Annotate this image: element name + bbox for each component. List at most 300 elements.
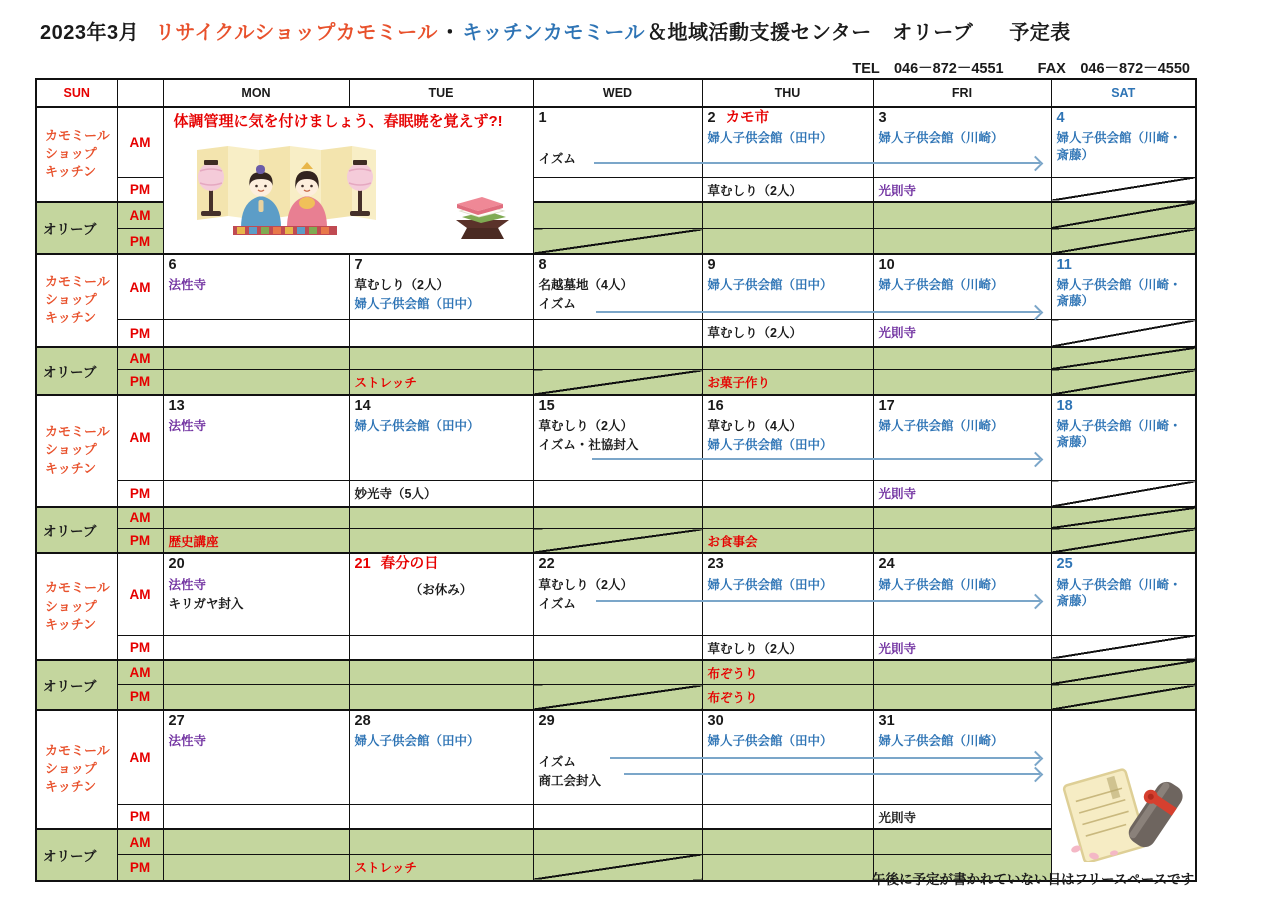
olive-am-label: AM [117,660,163,685]
shop-label-line: ショップ [45,761,97,777]
date-note: 春分の日 [380,556,439,573]
cell-tue-am [349,395,533,481]
schedule-entry: 法性寺 [168,278,207,293]
date-row [879,713,1046,730]
cell-mon-olive-pm [163,529,349,554]
date-row [169,257,344,274]
date-row [539,110,697,127]
cell-thu-am [702,254,873,320]
schedule-entry: 婦人子供会館（川崎・斎藤） [1056,577,1182,608]
date-number: 11 [1056,256,1072,273]
schedule-entry: ストレッチ [354,376,417,391]
cell-mon-am [163,553,349,635]
olive-row-label: オリーブ [36,660,117,710]
date-row [879,398,1046,415]
date-row [355,556,528,573]
olive-pm-label: PM [117,370,163,395]
date-number: 29 [538,712,555,729]
pm-label: PM [117,805,163,830]
schedule-entry: 婦人子供会館（川崎） [878,733,1004,748]
shop-label-line: キッチン [45,460,97,476]
schedule-entry: 光則寺 [878,487,917,501]
week-4-row-2 [36,635,1196,660]
schedule-entry: 法性寺 [168,733,207,748]
schedule-entry: 歴史講座 [168,535,219,549]
schedule-entry: 婦人子供会館（田中） [707,131,833,146]
cell-mon-am [163,710,349,805]
date-number: 20 [168,556,185,573]
cell-mon-olive-am [163,347,349,370]
cell-fri-am [873,107,1051,177]
span-arrow [624,773,1040,775]
date-number: 16 [707,397,724,414]
cell-thu-olive-pm [702,854,873,881]
cell-sat-am [1051,107,1196,177]
am-label: AM [117,395,163,481]
date-number: 17 [878,397,895,414]
schedule-entry: 光則寺 [878,183,917,198]
cell-fri-olive-pm [873,685,1051,710]
cell-thu-olive-pm [702,370,873,395]
shop-label-line: ショップ [45,292,97,308]
cell-wed-am [533,553,702,635]
date-number: 6 [168,256,177,273]
cell-sat-olive-pm [1051,529,1196,554]
cell-thu-olive-am [702,507,873,529]
cell-wed-pm [533,635,702,660]
cell-thu-pm [702,635,873,660]
date-number: 15 [538,397,555,414]
week-2-row-4 [36,370,1196,395]
schedule-entry: 婦人子供会館（田中） [354,297,480,312]
am-label: AM [117,710,163,805]
cell-fri-am [873,395,1051,481]
cell-thu-pm [702,320,873,347]
pm-label: PM [117,635,163,660]
header-wed: WED [533,79,702,107]
week-5-row-2 [36,805,1196,830]
schedule-entry: 婦人子供会館（川崎・斎藤） [1056,131,1182,162]
pm-label: PM [117,481,163,507]
date-number: 24 [878,556,895,573]
cell-wed-olive-pm [533,229,702,254]
header-thu: THU [702,79,873,107]
cell-wed-pm [533,320,702,347]
date-number: 2 [707,110,716,126]
date-number: 30 [707,712,724,729]
diploma-scroll-illustration [1058,757,1190,867]
week-2-row-2 [36,320,1196,347]
schedule-entry: イズム [538,152,576,167]
schedule-entry: 草むしり（2人） [707,183,802,198]
date-row [1057,110,1191,127]
shop-label-line: ショップ [45,442,97,458]
shop-label-line: カモミール [45,128,110,144]
cell-tue-olive-pm [349,529,533,554]
shop-row-label [36,107,117,202]
week-2-row-1 [36,254,1196,320]
week-4-row-1 [36,553,1196,635]
cell-sat-pm [1051,320,1196,347]
week-4-row-4 [36,685,1196,710]
date-note: カモ市 [725,110,770,126]
title-dot: ・ [439,22,461,44]
shop-label-line: キッチン [45,310,97,326]
date-number: 8 [538,256,547,273]
schedule-entry: 婦人子供会館（田中） [707,577,833,592]
week-3-row-3 [36,507,1196,529]
span-arrow [592,458,1040,460]
cell-sat-am [1051,553,1196,635]
cell-mon-am [163,254,349,320]
cell-wed-olive-am [533,202,702,229]
cell-tue-am [349,254,533,320]
cell-fri-pm [873,805,1051,830]
title-shop-recycle: リサイクルショップカモミール [155,22,438,44]
shop-label-line: カモミール [45,424,110,440]
shop-label-line: ショップ [45,146,97,162]
cell-mon-am [163,395,349,481]
cell-mon-olive-am [163,660,349,685]
cell-thu-pm [702,481,873,507]
schedule-entry: お食事会 [707,535,758,549]
schedule-entry: 婦人子供会館（川崎） [878,418,1004,433]
olive-pm-label: PM [117,529,163,554]
date-row [708,110,868,127]
cell-fri-am [873,254,1051,320]
schedule-entry: キリガヤ封入 [168,596,244,611]
cell-sat-am [1051,254,1196,320]
title-shop-kitchen: キッチンカモミール [462,22,646,44]
schedule-entry: 婦人子供会館（川崎） [878,577,1004,592]
cell-mon-olive-pm [163,370,349,395]
date-row [708,556,868,573]
week-5-row-3 [36,829,1196,854]
tel-number: TEL 046－872－4551 [852,61,1004,77]
schedule-entry: 光則寺 [878,811,917,825]
date-number: 4 [1056,110,1065,126]
schedule-entry: ストレッチ [354,860,417,875]
date-number: 9 [707,256,716,273]
cell-wed-pm [533,177,702,202]
cell-sat-olive-pm [1051,370,1196,395]
cell-tue-olive-pm [349,685,533,710]
schedule-entry: 光則寺 [878,641,917,656]
cell-thu-am [702,553,873,635]
schedule-entry: 草むしり（2人） [538,418,633,433]
span-arrow [596,600,1040,602]
shop-label-line: キッチン [45,164,97,180]
cell-wed-pm [533,805,702,830]
cell-tue-pm [349,635,533,660]
olive-row-label: オリーブ [36,507,117,554]
date-number: 31 [878,712,895,729]
cell-sat-olive-am [1051,202,1196,229]
cell-tue-olive-pm [349,854,533,881]
shop-label-line: キッチン [45,616,97,632]
schedule-entry: 婦人子供会館（田中） [707,438,833,453]
date-number: 22 [538,556,555,573]
cell-thu-olive-pm [702,229,873,254]
schedule-entry: 婦人子供会館（川崎） [878,131,1004,146]
footer-note: 午後に予定が書かれていない日はフリースペースです [872,872,1195,887]
cell-wed-olive-pm [533,854,702,881]
date-row [169,556,344,573]
date-row [169,713,344,730]
cell-wed-olive-am [533,829,702,854]
hina-dolls-illustration [183,140,388,243]
header-ampm-col [117,79,163,107]
cell-fri-olive-am [873,507,1051,529]
date-number: 23 [707,556,724,573]
cell-wed-olive-pm [533,529,702,554]
cell-fri-olive-am [873,347,1051,370]
date-row [539,398,697,415]
span-arrow [610,757,1040,759]
hishimochi-illustration [440,190,525,245]
cell-thu-olive-pm [702,685,873,710]
date-number: 1 [538,110,547,126]
week-4-row-3 [36,660,1196,685]
span-arrow [594,162,1040,164]
date-row [355,257,528,274]
schedule-entry: 妙光寺（5人） [354,487,437,501]
shop-row-label [36,254,117,347]
cell-fri-olive-am [873,660,1051,685]
pm-label: PM [117,177,163,202]
schedule-entry: イズム・社協封入 [538,438,639,453]
header-mon: MON [163,79,349,107]
fax-number: FAX 046－872－4550 [1037,61,1190,77]
cell-tue-olive-am [349,347,533,370]
schedule-entry: 草むしり（2人） [354,278,449,293]
olive-pm-label: PM [117,229,163,254]
date-number: 10 [878,256,895,273]
cell-sat-olive-am [1051,507,1196,529]
shop-row-label [36,553,117,660]
cell-thu-olive-am [702,829,873,854]
date-row [539,713,697,730]
date-row [879,556,1046,573]
schedule-entry: 婦人子供会館（田中） [354,418,480,433]
schedule-entry: 商工会封入 [538,774,602,789]
cell-mon-pm [163,320,349,347]
cell-tue-olive-pm [349,370,533,395]
cell-fri-olive-pm [873,229,1051,254]
cell-wed-olive-am [533,507,702,529]
cell-sat-olive-pm [1051,685,1196,710]
date-number: 13 [168,397,185,414]
seasonal-memo-text: 体調管理に気を付けましょう、春眠暁を覚えず?! [173,113,503,130]
page-title [40,16,1073,45]
olive-row-label: オリーブ [36,202,117,254]
title-org: ＆地域活動支援センター オリーブ [647,22,974,44]
header-fri: FRI [873,79,1051,107]
pm-label: PM [117,320,163,347]
cell-thu-olive-am [702,660,873,685]
date-row [708,398,868,415]
cell-wed-am [533,107,702,177]
schedule-entry: 布ぞうり [707,691,758,706]
schedule-entry: 婦人子供会館（川崎・斎藤） [1056,418,1182,450]
schedule-entry: 光則寺 [878,326,917,341]
shop-row-label [36,395,117,507]
cell-mon-pm [163,635,349,660]
date-number: 18 [1056,397,1073,414]
cell-fri-olive-pm [873,370,1051,395]
cell-sat-olive-pm [1051,229,1196,254]
shop-label-line: キッチン [45,779,97,795]
weekday-header-row [36,79,1196,107]
title-suffix: 予定表 [1009,22,1071,44]
cell-mon-pm [163,805,349,830]
schedule-entry: お菓子作り [707,376,771,391]
cell-sat-pm [1051,635,1196,660]
cell-thu-olive-am [702,202,873,229]
cell-thu-am [702,395,873,481]
cell-tue-pm [349,805,533,830]
cell-fri-pm [873,177,1051,202]
date-number: 28 [354,712,371,729]
cell-mon-pm [163,481,349,507]
date-row [708,257,868,274]
header-sun: SUN [36,79,117,107]
date-row [1057,556,1191,573]
shop-label-line: ショップ [45,598,97,614]
cell-sat-olive-am [1051,660,1196,685]
olive-pm-label: PM [117,854,163,881]
cell-fri-olive-am [873,829,1051,854]
olive-am-label: AM [117,347,163,370]
cell-thu-pm [702,177,873,202]
cell-tue-am [349,553,533,635]
am-label: AM [117,553,163,635]
date-row [169,398,344,415]
cell-wed-olive-pm [533,370,702,395]
date-row [355,398,528,415]
schedule-entry: イズム [538,596,576,611]
cell-tue-olive-am [349,507,533,529]
schedule-entry: イズム [538,754,576,769]
cell-mon-olive-am [163,507,349,529]
date-row [879,110,1046,127]
header-tue: TUE [349,79,533,107]
cell-thu-pm [702,805,873,830]
schedule-entry: （お休み） [409,582,473,597]
table-header [36,79,1196,107]
cell-mon-olive-pm [163,854,349,881]
cell-tue-pm [349,481,533,507]
contact-line [852,57,1190,78]
date-row [1057,398,1191,415]
am-label: AM [117,107,163,177]
cell-thu-olive-pm [702,529,873,554]
shop-label-line: カモミール [45,743,110,759]
cell-sat-pm [1051,481,1196,507]
shop-label-line: カモミール [45,580,110,596]
schedule-entry: イズム [538,297,576,312]
olive-row-label: オリーブ [36,347,117,395]
cell-wed-olive-am [533,347,702,370]
span-arrow [596,311,1040,313]
cell-tue-pm [349,320,533,347]
date-number: 27 [168,712,185,729]
am-label: AM [117,254,163,320]
olive-am-label: AM [117,507,163,529]
cell-thu-olive-am [702,347,873,370]
cell-tue-olive-am [349,660,533,685]
cell-fri-am [873,553,1051,635]
olive-row-label: オリーブ [36,829,117,881]
week-3-row-2 [36,481,1196,507]
schedule-entry: 名越墓地（4人） [538,278,633,293]
olive-am-label: AM [117,829,163,854]
cell-fri-olive-pm [873,529,1051,554]
week-3-row-4 [36,529,1196,554]
date-row [539,556,697,573]
cell-sat-olive-am [1051,347,1196,370]
date-number: 7 [354,256,363,273]
schedule-entry: 婦人子供会館（川崎・斎藤） [1056,278,1182,309]
date-number: 3 [878,110,887,126]
cell-fri-pm [873,635,1051,660]
date-row [879,257,1046,274]
week-3-row-1 [36,395,1196,481]
cell-wed-am [533,395,702,481]
schedule-entry: 草むしり（2人） [538,577,633,592]
cell-fri-olive-am [873,202,1051,229]
date-number: 25 [1056,556,1073,573]
shop-row-label [36,710,117,830]
schedule-entry: 布ぞうり [707,667,758,681]
cell-mon-olive-am [163,829,349,854]
olive-am-label: AM [117,202,163,229]
schedule-entry: 婦人子供会館（川崎） [878,278,1004,293]
title-month: 2023年3月 [40,22,140,44]
week-2-row-3 [36,347,1196,370]
cell-tue-olive-am [349,829,533,854]
olive-pm-label: PM [117,685,163,710]
date-row [539,257,697,274]
cell-wed-olive-pm [533,685,702,710]
schedule-entry: 婦人子供会館（田中） [707,733,833,748]
shop-label-line: カモミール [45,273,110,289]
schedule-entry: 草むしり（2人） [707,326,802,341]
header-sat: SAT [1051,79,1196,107]
cell-wed-pm [533,481,702,507]
cell-tue-am [349,710,533,805]
cell-wed-am [533,254,702,320]
schedule-entry: 草むしり（2人） [707,641,802,656]
schedule-entry: 婦人子供会館（田中） [354,733,480,748]
schedule-entry: 草むしり（4人） [707,418,802,433]
cell-sat-am [1051,395,1196,481]
schedule-entry: 婦人子供会館（田中） [707,278,833,293]
schedule-entry: 法性寺 [168,418,207,433]
date-row [1057,257,1191,274]
schedule-entry: 法性寺 [168,577,207,592]
date-number: 21 [354,556,371,573]
cell-fri-pm [873,320,1051,347]
date-row [355,713,528,730]
cell-thu-am [702,107,873,177]
cell-wed-olive-am [533,660,702,685]
cell-mon-olive-pm [163,685,349,710]
cell-sat-pm [1051,177,1196,202]
date-number: 14 [354,397,371,414]
date-row [708,713,868,730]
cell-fri-pm [873,481,1051,507]
